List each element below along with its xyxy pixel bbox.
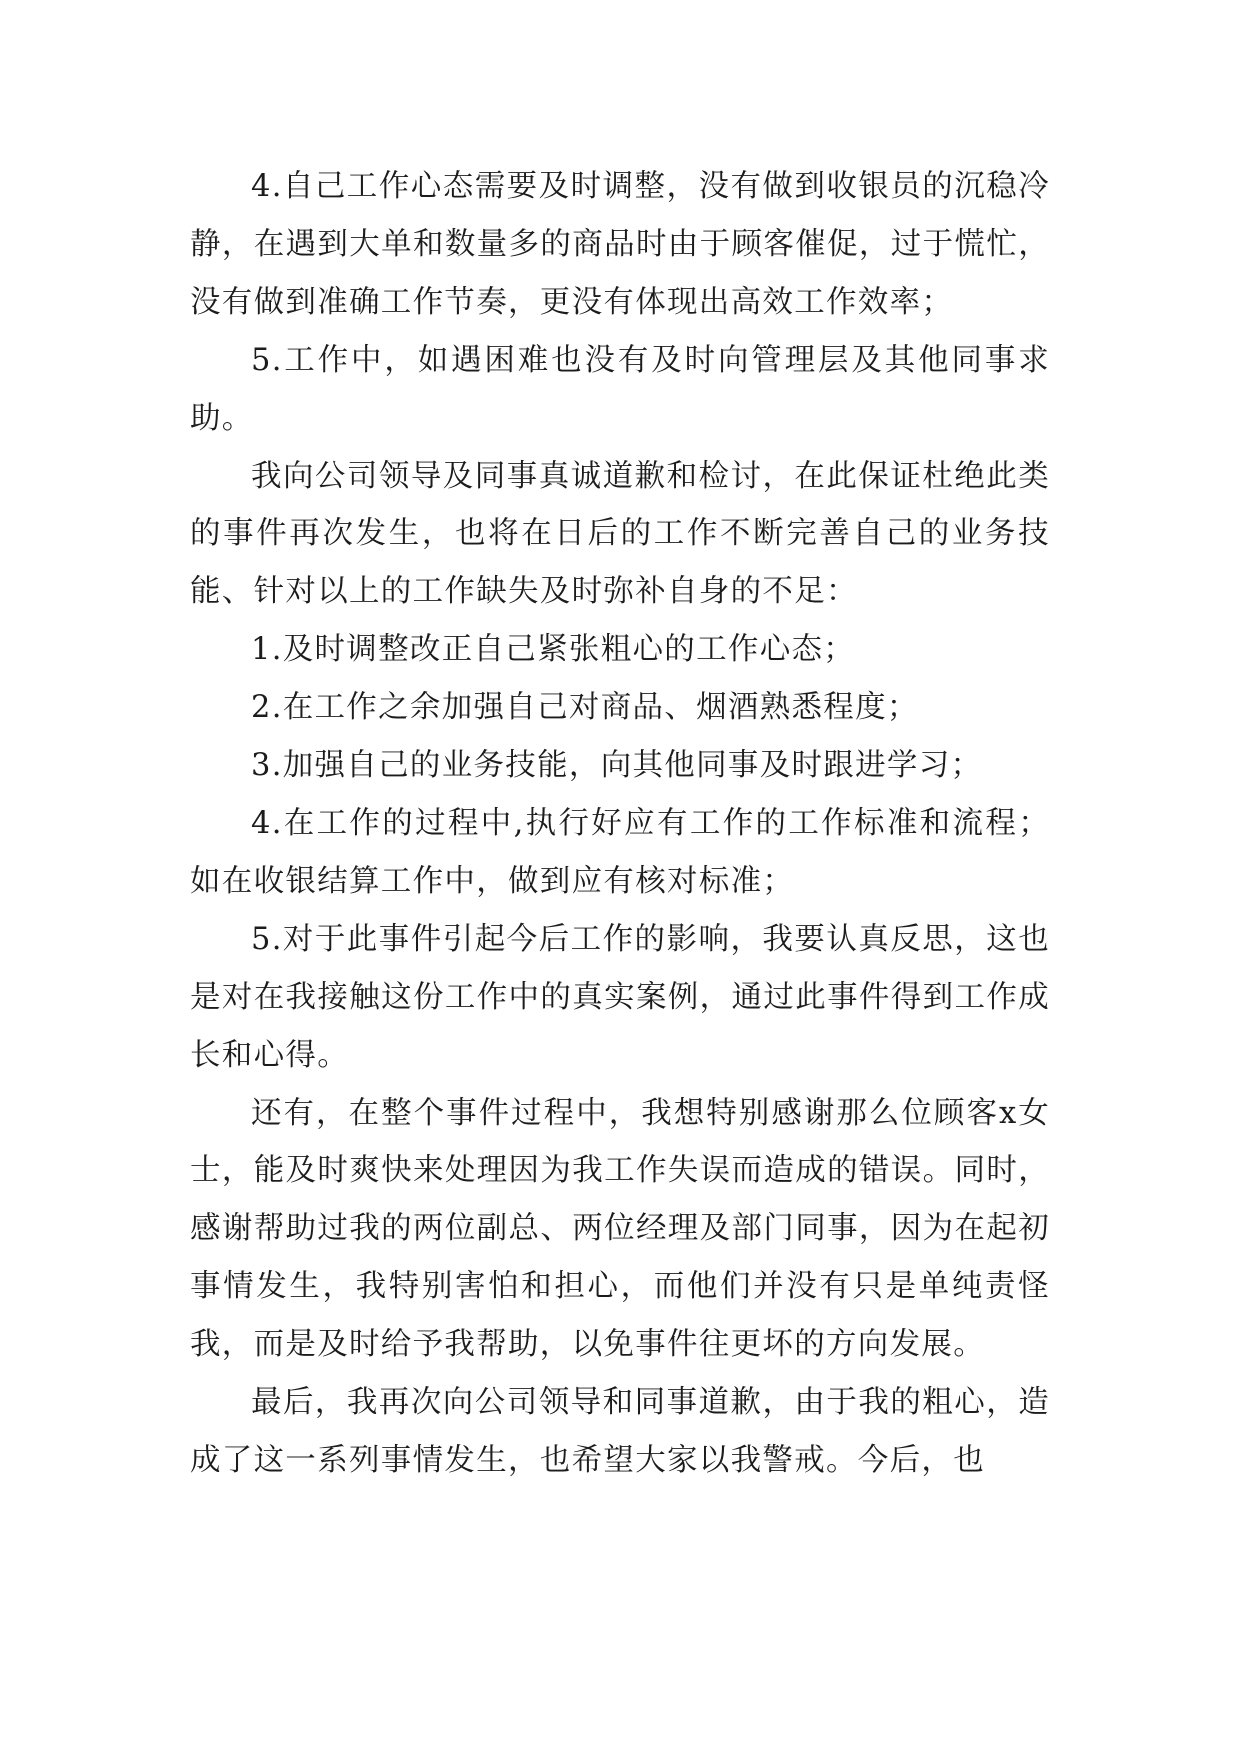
list-item-2: 2.在工作之余加强自己对商品、烟酒熟悉程度； — [251, 690, 919, 726]
list-item-1: 1.及时调整改正自己紧张粗心的工作心态； — [251, 632, 856, 668]
list-item-3: 3.加强自己的业务技能，向其他同事及时跟进学习； — [251, 748, 983, 784]
paragraph-apology: 我向公司领导及同事真诚道歉和检讨，在此保证杜绝此类的事件再次发生，也将在日后的工作不断完善自己的业务技能、针对以上的工作缺失及时弥补自身的不足： — [190, 458, 1050, 610]
list-item-5: 5.对于此事件引起今后工作的影响，我要认真反思，这也是对在我接触这份工作中的真实案例，通过此事件得到工作成长和心得。 — [190, 921, 1050, 1073]
document-body — [190, 158, 1050, 1490]
paragraph-attitude-adjustment: 4.自己工作心态需要及时调整，没有做到收银员的沉稳冷静，在遇到大单和数量多的商品时由于顾客催促，过于慌忙，没有做到准确工作节奏，更没有体现出高效工作效率； — [190, 169, 1050, 320]
paragraph-closing: 最后，我再次向公司领导和同事道歉，由于我的粗心，造成了这一系列事情发生，也希望大家以我警戒。今后，也 — [190, 1385, 1050, 1478]
list-item-4: 4.在工作的过程中,执行好应有工作的工作标准和流程；如在收银结算工作中，做到应有核对标准； — [190, 805, 1050, 899]
paragraph-thanks: 还有，在整个事件过程中，我想特别感谢那么位顾客x女士，能及时爽快来处理因为我工作失误而造成的错误。同时，感谢帮助过我的两位副总、两位经理及部门同事，因为在起初事情发生，我特别害怕和担心，而他们并没有只是单纯责怪我，而是及时给予我帮助，以免事件往更坏的方向发展。 — [190, 1095, 1050, 1363]
paragraph-seek-help: 5.工作中，如遇困难也没有及时向管理层及其他同事求助。 — [190, 342, 1050, 436]
